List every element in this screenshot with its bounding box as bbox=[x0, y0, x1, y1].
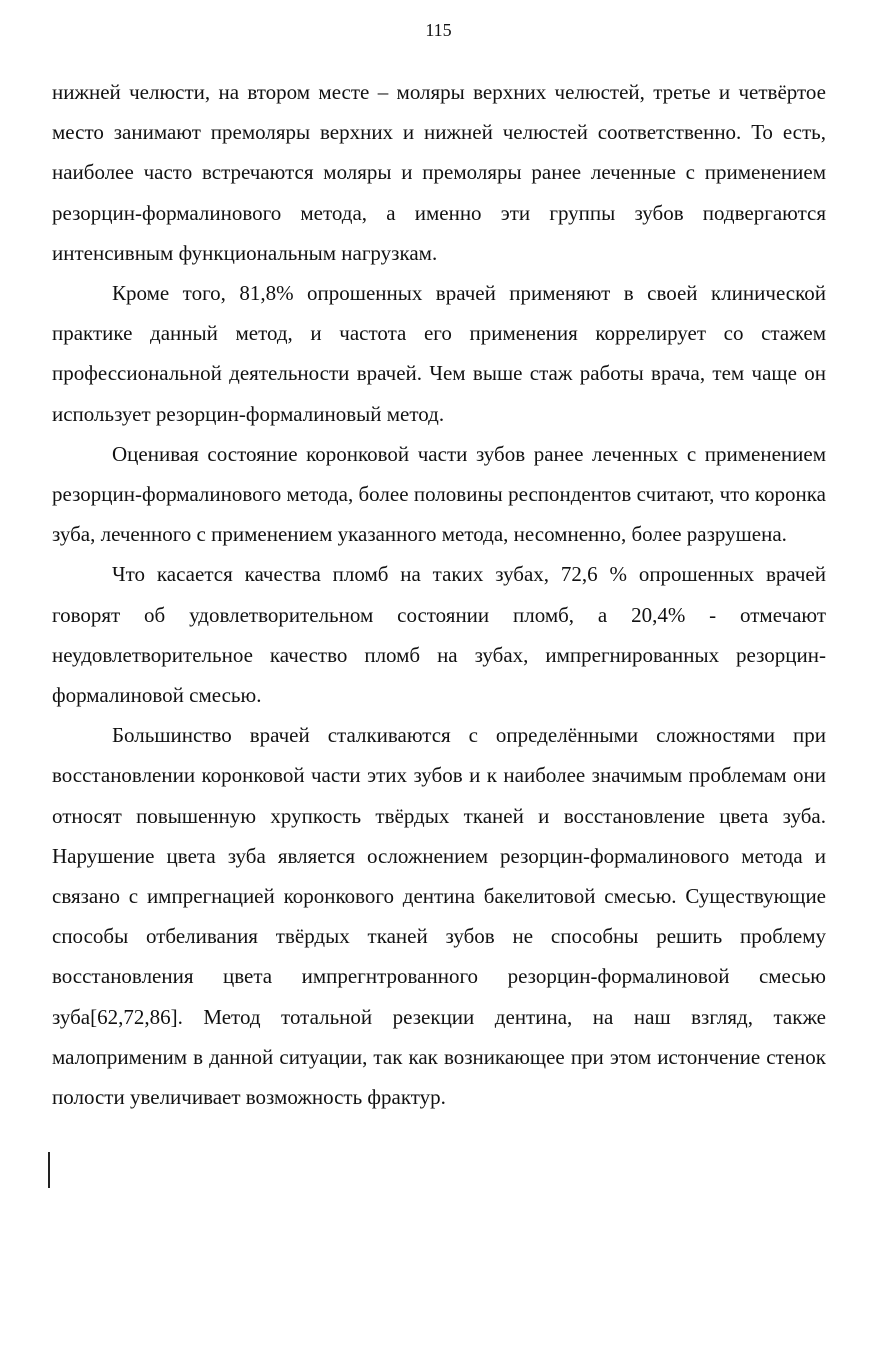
paragraph-survey-usage: Кроме того, 81,8% опрошенных врачей применяют в своей клинической практике данный метод, и частота его применения коррелирует со стажем профессиональной деятельности врачей. Чем выше стаж работы врача, тем чаще он использует резорцин-формалиновый метод. bbox=[52, 281, 826, 426]
document-body bbox=[52, 72, 826, 1117]
paragraph-filling-quality: Что касается качества пломб на таких зубах, 72,6 % опрошенных врачей говорят об удовлетворительном состоянии пломб, а 20,4% - отмечают неудовлетворительное качество пломб на зубах, импрегнированных резорцин-формалиновой смесью. bbox=[52, 562, 826, 708]
paragraph-restoration-problems: Большинство врачей сталкиваются с определёнными сложностями при восстановлении коронковой части этих зубов и к наиболее значимым проблемам они относят повышенную хрупкость твёрдых тканей и восстановление цвета зуба. Нарушение цвета зуба является осложнением резорцин-формалинового метода и связано с импрегнацией коронкового дентина бакелитовой смесью. Существующие способы отбеливания твёрдых тканей зубов не способны решить проблему восстановления цвета импрегнтрованного резорцин-формалиновой смесью зуба[62,72,86]. Метод тотальной резекции дентина, на наш взгляд, также малоприменим в данной ситуации, так как возникающее при этом истончение стенок полости увеличивает возможность фрактур. bbox=[52, 723, 826, 1110]
margin-scan-mark bbox=[48, 1152, 50, 1188]
paragraph-crown-condition: Оценивая состояние коронковой части зубов ранее леченных с применением резорцин-формалинового метода, более половины респондентов считают, что коронка зуба, леченного с применением указанного метода, несомненно, более разрушена. bbox=[52, 441, 826, 547]
page-number: 115 bbox=[425, 20, 452, 40]
paragraph-continuation: нижней челюсти, на втором месте – моляры верхних челюстей, третье и четвёртое место занимают премоляры верхних и нижней челюстей соответственно. То есть, наиболее часто встречаются моляры и премоляры ранее леченные с применением резорцин-формалинового метода, а именно эти группы зубов подвергаются интенсивным функциональным нагрузкам. bbox=[52, 80, 826, 265]
